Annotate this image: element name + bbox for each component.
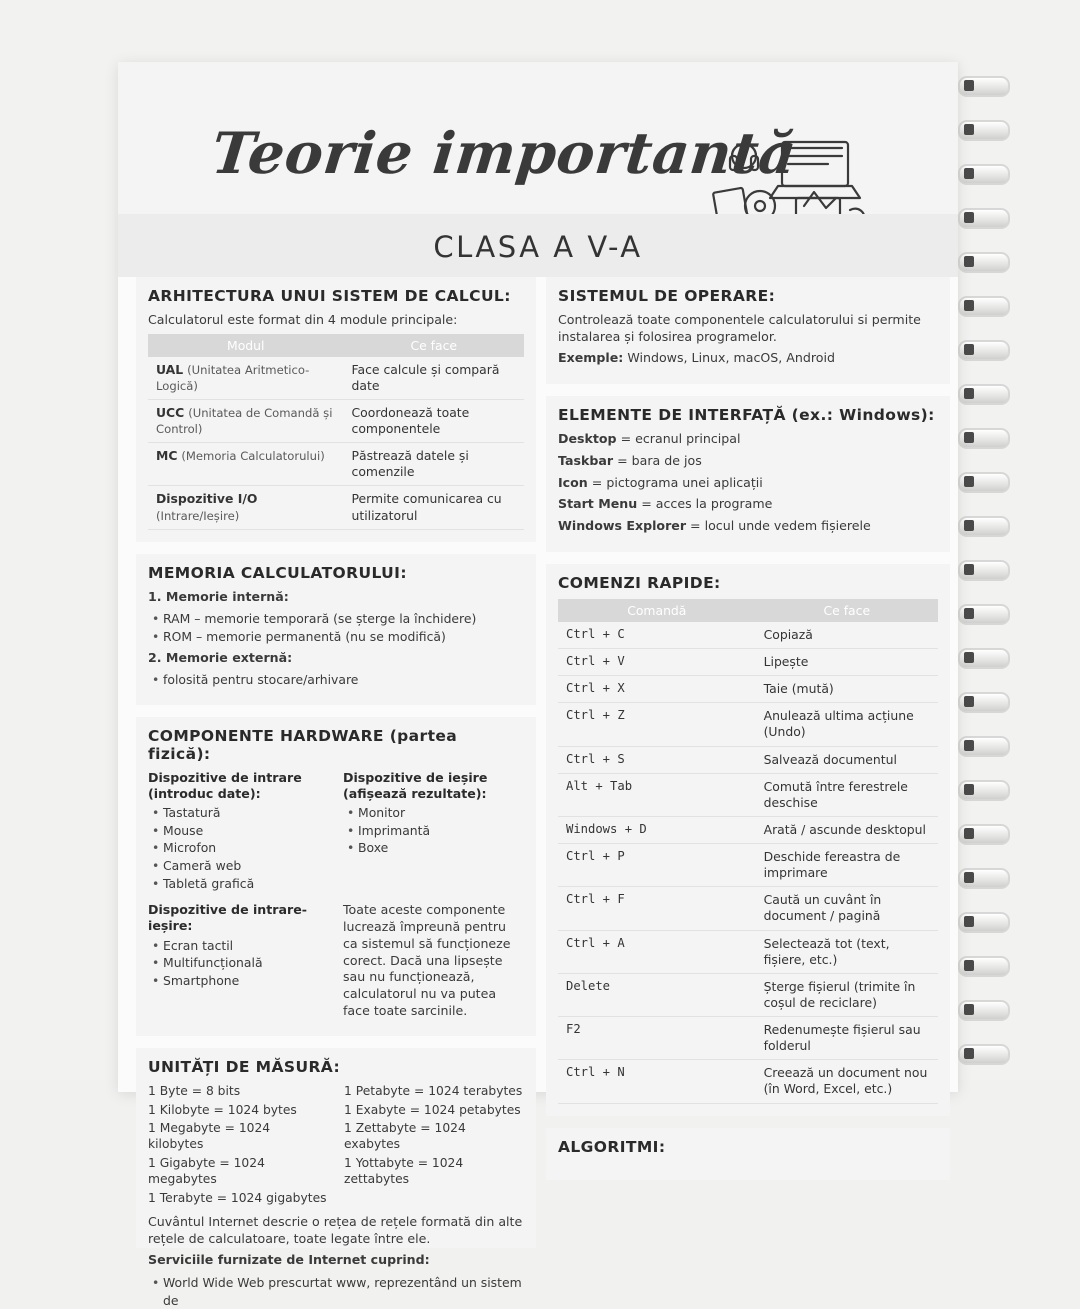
spiral-ring-tip	[964, 1004, 974, 1015]
spiral-ring-tip	[964, 388, 974, 399]
cell-action: Copiază	[756, 622, 938, 649]
list-item: • Tabletă grafică	[163, 875, 329, 893]
list-item: • Multifuncțională	[163, 954, 329, 972]
cell-cefase: Permite comunicarea cu utilizatorul	[344, 486, 524, 529]
table-row	[148, 399, 524, 442]
spiral-ring	[958, 252, 1010, 273]
cell-modul: Dispozitive I/O (Intrare/Ieșire)	[148, 486, 344, 529]
table-row	[558, 1060, 938, 1103]
cell-cefase: Face calcule și compară date	[344, 357, 524, 400]
hardware-io-col	[148, 902, 329, 1024]
table-row	[148, 357, 524, 400]
cell-action: Lipește	[756, 649, 938, 676]
list-item: • Tastatură	[163, 804, 329, 822]
architecture-intro: Calculatorul este format din 4 module principale:	[148, 312, 458, 327]
list-item: • Boxe	[358, 839, 524, 857]
spiral-ring-tip	[964, 256, 974, 267]
unit-line: 1 Exabyte = 1024 petabytes	[344, 1102, 521, 1117]
spiral-ring	[958, 692, 1010, 713]
units-col-2	[344, 1083, 524, 1207]
spiral-ring-tip	[964, 300, 974, 311]
cell-shortcut: F2	[558, 1017, 756, 1060]
list-item: • Monitor	[358, 804, 524, 822]
cell-shortcut: Ctrl + X	[558, 676, 756, 703]
unit-line: 1 Terabyte = 1024 gigabytes	[148, 1190, 327, 1205]
list-item: • Smartphone	[163, 972, 329, 990]
unit-line: 1 Megabyte = 1024 kilobytes	[148, 1121, 271, 1152]
hardware-input-heading: Dispozitive de intrare (introduc date):	[148, 770, 302, 802]
table-row	[558, 622, 938, 649]
paper-sheet	[118, 62, 958, 1308]
cell-action: Redenumește fișierul sau folderul	[756, 1017, 938, 1060]
spiral-ring	[958, 1000, 1010, 1021]
internet-services-list	[148, 1274, 524, 1309]
cell-shortcut: Ctrl + S	[558, 746, 756, 773]
table-row	[558, 746, 938, 773]
hardware-input-col	[148, 770, 329, 896]
architecture-heading: ARHITECTURA UNUI SISTEM DE CALCUL:	[148, 287, 511, 305]
os-heading: SISTEMUL DE OPERARE:	[558, 287, 776, 305]
spiral-ring-tip	[964, 344, 974, 355]
units-card	[136, 1048, 536, 1308]
shortcuts-card	[546, 564, 950, 1116]
spiral-ring-tip	[964, 1048, 974, 1059]
table-row	[558, 676, 938, 703]
hardware-input-list	[148, 804, 329, 892]
unit-line: 1 Gigabyte = 1024 megabytes	[148, 1155, 265, 1187]
hardware-io-row	[148, 902, 524, 1024]
memory-internal-label: 1. Memorie internă:	[148, 588, 289, 604]
cell-shortcut: Ctrl + N	[558, 1060, 756, 1103]
spiral-ring-tip	[964, 652, 974, 663]
hardware-note: Toate aceste componente lucrează împreună pentru ca sistemul să funcționeze corect. Dacă una lipsește sau nu funcționează, calculatorul nu va putea face toate sarcinile.	[343, 902, 511, 1018]
spiral-ring-tip	[964, 784, 974, 795]
interface-heading: ELEMENTE DE INTERFAȚĂ (ex.: Windows):	[558, 406, 935, 425]
cell-action: Anulează ultima acțiune (Undo)	[756, 703, 938, 746]
units-col-1	[148, 1083, 328, 1207]
spiral-ring	[958, 472, 1010, 493]
spiral-ring-tip	[964, 564, 974, 575]
spiral-ring	[958, 208, 1010, 229]
cell-action: Creează un document nou (în Word, Excel, etc.)	[756, 1060, 938, 1103]
spiral-ring	[958, 1044, 1010, 1065]
os-card	[546, 277, 950, 384]
cell-action: Comută între ferestrele deschise	[756, 773, 938, 816]
cell-shortcut: Ctrl + Z	[558, 703, 756, 746]
cell-modul: MC (Memoria Calculatorului)	[148, 443, 344, 486]
cell-shortcut: Ctrl + F	[558, 887, 756, 930]
spiral-ring-tip	[964, 916, 974, 927]
spiral-ring	[958, 296, 1010, 317]
spiral-ring	[958, 780, 1010, 801]
spiral-ring-tip	[964, 476, 974, 487]
spiral-ring	[958, 648, 1010, 669]
memory-card	[136, 554, 536, 705]
internet-services-heading: Serviciile furnizate de Internet cuprind:	[148, 1252, 430, 1268]
hardware-card	[136, 717, 536, 1036]
cell-action: Arată / ascunde desktopul	[756, 816, 938, 843]
architecture-card	[136, 277, 536, 542]
os-examples: Exemple: Windows, Linux, macOS, Android	[558, 350, 836, 366]
cell-shortcut: Delete	[558, 973, 756, 1016]
cell-shortcut: Ctrl + A	[558, 930, 756, 973]
cell-shortcut: Ctrl + V	[558, 649, 756, 676]
unit-line: 1 Yottabyte = 1024 zettabytes	[344, 1155, 464, 1187]
cell-action: Selectează tot (text, fișiere, etc.)	[756, 930, 938, 973]
spiral-ring	[958, 164, 1010, 185]
spiral-ring	[958, 120, 1010, 141]
class-subtitle: CLASA A V-A	[433, 230, 643, 264]
right-column	[546, 277, 950, 1192]
list-item: • Microfon	[163, 839, 329, 857]
spiral-ring	[958, 560, 1010, 581]
spiral-binding	[958, 62, 1014, 1092]
spiral-ring-tip	[964, 520, 974, 531]
col-cefase: Ce face	[344, 334, 524, 357]
hardware-io-list	[148, 937, 329, 990]
unit-line: 1 Zettabyte = 1024 exabytes	[344, 1121, 466, 1152]
cell-shortcut: Alt + Tab	[558, 773, 756, 816]
cell-action: Salvează documentul	[756, 746, 938, 773]
cell-action: Caută un cuvânt în document / pagină	[756, 887, 938, 930]
page-title: Teorie importantă	[208, 120, 800, 187]
spiral-ring-tip	[964, 80, 974, 91]
interface-item: Taskbar = bara de jos	[558, 452, 702, 468]
table-header-row	[148, 334, 524, 357]
interface-card	[546, 396, 950, 552]
architecture-table	[148, 334, 524, 530]
hardware-heading: COMPONENTE HARDWARE (partea fizică):	[148, 727, 458, 764]
table-row	[558, 703, 938, 746]
table-row	[558, 1017, 938, 1060]
hardware-note-col	[343, 902, 524, 1024]
spiral-ring-tip	[964, 696, 974, 707]
spiral-ring-tip	[964, 212, 974, 223]
hardware-columns	[148, 770, 524, 896]
shortcuts-heading: COMENZI RAPIDE:	[558, 573, 721, 592]
memory-external-label: 2. Memorie externă:	[148, 649, 293, 665]
units-columns	[148, 1083, 524, 1207]
cell-action: Taie (mută)	[756, 676, 938, 703]
cell-action: Șterge fișierul (trimite în coșul de reciclare)	[756, 973, 938, 1016]
spiral-ring-tip	[964, 432, 974, 443]
list-item: • Ecran tactil	[163, 937, 329, 955]
list-item: • RAM – memorie temporară (se șterge la închidere)	[163, 610, 524, 628]
spiral-ring	[958, 912, 1010, 933]
hardware-output-col	[343, 770, 524, 896]
spiral-ring	[958, 956, 1010, 977]
page-header	[118, 62, 958, 277]
cell-cefase: Coordonează toate componentele	[344, 399, 524, 442]
spiral-ring-tip	[964, 960, 974, 971]
spiral-ring-tip	[964, 872, 974, 883]
spiral-ring	[958, 604, 1010, 625]
table-row	[558, 649, 938, 676]
shortcuts-table	[558, 599, 938, 1104]
col-cefase: Ce face	[756, 599, 938, 622]
spiral-ring-tip	[964, 168, 974, 179]
hardware-io-heading: Dispozitive de intrare-ieșire:	[148, 902, 307, 934]
table-row	[558, 887, 938, 930]
memory-heading: MEMORIA CALCULATORULUI:	[148, 563, 407, 582]
col-comanda: Comandă	[558, 599, 756, 622]
left-column	[136, 277, 536, 1308]
cell-shortcut: Ctrl + P	[558, 844, 756, 887]
unit-line: 1 Petabyte = 1024 terabytes	[344, 1084, 523, 1099]
list-item: • Mouse	[163, 822, 329, 840]
algorithms-heading: ALGORITMI:	[558, 1137, 666, 1156]
spiral-ring	[958, 516, 1010, 537]
cell-modul: UCC (Unitatea de Comandă și Control)	[148, 399, 344, 442]
hardware-output-list	[343, 804, 524, 857]
spiral-ring-tip	[964, 124, 974, 135]
spiral-ring	[958, 824, 1010, 845]
interface-item: Start Menu = acces la programe	[558, 496, 773, 512]
cell-cefase: Păstrează datele și comenzile	[344, 443, 524, 486]
hardware-output-heading: Dispozitive de ieșire (afișează rezultate):	[343, 770, 488, 802]
cell-modul: UAL (Unitatea Aritmetico-Logică)	[148, 357, 344, 400]
list-item: • World Wide Web prescurtat www, reprezentând un sistem de	[163, 1274, 524, 1309]
table-row	[148, 486, 524, 529]
interface-item: Windows Explorer = locul unde vedem fișierele	[558, 518, 871, 534]
cell-action: Deschide fereastra de imprimare	[756, 844, 938, 887]
memory-external-list	[148, 671, 524, 689]
unit-line: 1 Kilobyte = 1024 bytes	[148, 1102, 297, 1117]
spiral-ring-tip	[964, 740, 974, 751]
table-row	[558, 773, 938, 816]
spiral-ring	[958, 384, 1010, 405]
cell-shortcut: Ctrl + C	[558, 622, 756, 649]
table-row	[558, 816, 938, 843]
list-item: • Imprimantă	[358, 822, 524, 840]
spiral-ring	[958, 340, 1010, 361]
memory-internal-list	[148, 610, 524, 645]
table-row	[558, 844, 938, 887]
algorithms-card	[546, 1128, 950, 1180]
spiral-ring-tip	[964, 608, 974, 619]
table-header-row	[558, 599, 938, 622]
unit-line: 1 Byte = 8 bits	[148, 1084, 241, 1099]
list-item: • Cameră web	[163, 857, 329, 875]
cell-shortcut: Windows + D	[558, 816, 756, 843]
spiral-ring	[958, 428, 1010, 449]
spiral-ring-tip	[964, 828, 974, 839]
interface-item: Desktop = ecranul principal	[558, 431, 741, 447]
list-item: • folosită pentru stocare/arhivare	[163, 671, 524, 689]
internet-definition: Cuvântul Internet descrie o rețea de rețele formată din alte rețele de calculatoare, toate legate între ele.	[148, 1213, 523, 1246]
interface-item: Icon = pictograma unei aplicații	[558, 474, 763, 490]
table-row	[148, 443, 524, 486]
col-modul: Modul	[148, 334, 344, 357]
units-heading: UNITĂȚI DE MĂSURĂ:	[148, 1058, 341, 1077]
os-text: Controlează toate componentele calculatorului si permite instalarea și folosirea programelor.	[558, 312, 921, 344]
table-row	[558, 930, 938, 973]
list-item: • ROM – memorie permanentă (nu se modifică)	[163, 628, 524, 646]
spiral-ring	[958, 736, 1010, 757]
spiral-ring	[958, 76, 1010, 97]
spiral-ring	[958, 868, 1010, 889]
table-row	[558, 973, 938, 1016]
